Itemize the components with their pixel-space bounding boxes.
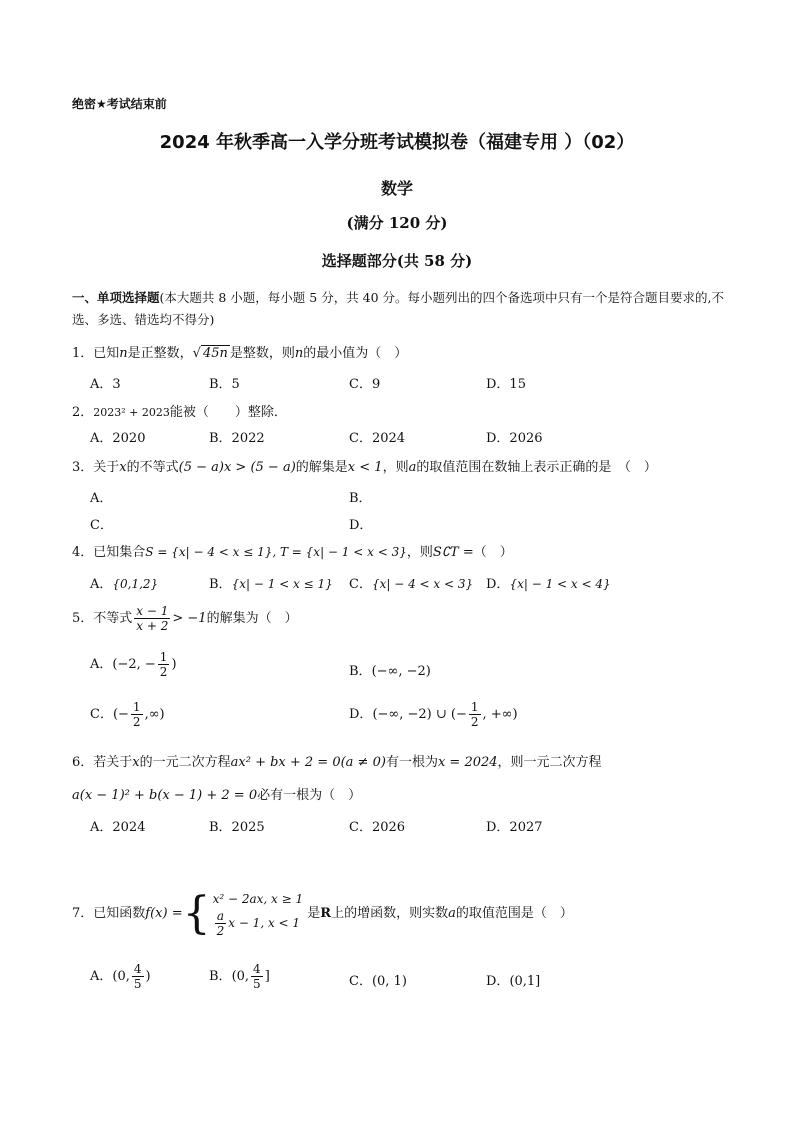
question-6-line-2: a(x − 1)² + b(x − 1) + 2 = 0必有一根为（ ） (72, 788, 362, 803)
question-7: 7．已知函数f(x) = { x² − 2ax, x ≥ 1 $\frac{a}{2}$ x − 1, x < 1 是R上的增函数，则实数a的取值范围是（ ） (72, 887, 573, 939)
q5-option-c[interactable]: C．(− $\frac{1}{2}$ ,∞) (90, 700, 165, 729)
q1-option-b[interactable]: B．5 (209, 377, 240, 392)
q6-option-b[interactable]: B．2025 (209, 820, 265, 835)
q6-option-a[interactable]: A．2024 (90, 820, 146, 835)
subject-title: 数学 (380, 179, 413, 198)
q2-option-a[interactable]: A．2020 (90, 431, 146, 446)
q3-option-d[interactable]: D． (349, 518, 373, 533)
q3-option-b[interactable]: B． (349, 491, 372, 506)
q6-option-c[interactable]: C．2026 (349, 820, 406, 835)
q3-option-a[interactable]: A． (90, 491, 113, 506)
q4-option-a[interactable]: A．{0,1,2} (90, 577, 159, 592)
question-5: 5．不等式 $\frac{x - 1}{x + 2}$ > −1的解集为（ ） (72, 604, 298, 633)
q7-option-d[interactable]: D．(0,1] (486, 974, 541, 989)
q7-option-c[interactable]: C．(0, 1) (349, 974, 407, 989)
q1-option-d[interactable]: D．15 (486, 377, 526, 392)
q7-option-b[interactable]: B．(0, $\frac{4}{5}$ ] (209, 962, 270, 991)
confidential-mark: 绝密★考试结束前 (72, 97, 167, 111)
fraction: $\frac{x - 1}{x + 2}$ (136, 604, 169, 633)
q1-option-c[interactable]: C．9 (349, 377, 381, 392)
q4-option-c[interactable]: C．{x| − 4 < x < 3} (349, 577, 474, 592)
full-score: (满分 120 分) (346, 214, 448, 232)
q4-option-d[interactable]: D．{x| − 1 < x < 4} (486, 577, 611, 592)
piecewise-function: { x² − 2ax, x ≥ 1 $\frac{a}{2}$ x − 1, x < 1 (182, 887, 304, 939)
section-title: 选择题部分(共 58 分) (321, 252, 473, 270)
sqrt-expression: 45n (202, 346, 228, 361)
question-3: 3．关于x的不等式(5 − a)x > (5 − a)的解集是x < 1，则a的取值范围在数轴上表示正确的是 （ ） (72, 460, 657, 475)
instructions-text: (本大题共 8 小题，每小题 5 分，共 40 分。每小题列出的四个备选项中只有一个是符合题目要求的,不选、多选、错选均不得分) (72, 290, 725, 327)
q3-option-c[interactable]: C． (90, 518, 113, 533)
q7-option-a[interactable]: A．(0, $\frac{4}{5}$ ) (90, 962, 151, 991)
question-2: 2．2023² + 2023能被（ ）整除． (72, 405, 287, 420)
q2-option-d[interactable]: D．2026 (486, 431, 543, 446)
q5-option-d[interactable]: D．(−∞, −2) ∪ (− $\frac{1}{2}$ , +∞) (349, 700, 518, 729)
q5-option-b[interactable]: B．(−∞, −2) (349, 664, 431, 679)
question-4: 4．已知集合S = {x| − 4 < x ≤ 1}, T = {x| − 1 < x < 3}，则S∁T =（ ） (72, 545, 513, 560)
q4-option-b[interactable]: B．{x| − 1 < x ≤ 1} (209, 577, 333, 592)
question-6-line-1: 6．若关于x的一元二次方程ax² + bx + 2 = 0(a ≠ 0)有一根为x = 2024，则一元二次方程 (72, 755, 602, 770)
question-1: 1．已知n是正整数，√ 45n 是整数，则n的最小值为（ ） (72, 346, 408, 361)
page-title: 2024 年秋季高一入学分班考试模拟卷（福建专用 ）（02） (159, 132, 635, 153)
q5-option-a[interactable]: A．(−2, − $\frac{1}{2}$ ) (90, 650, 177, 679)
q6-option-d[interactable]: D．2027 (486, 820, 543, 835)
section-instructions (72, 287, 732, 331)
q2-option-c[interactable]: C．2024 (349, 431, 406, 446)
q2-option-b[interactable]: B．2022 (209, 431, 265, 446)
instructions-heading: 一、单项选择题 (72, 290, 160, 305)
q1-option-a[interactable]: A．3 (90, 377, 121, 392)
